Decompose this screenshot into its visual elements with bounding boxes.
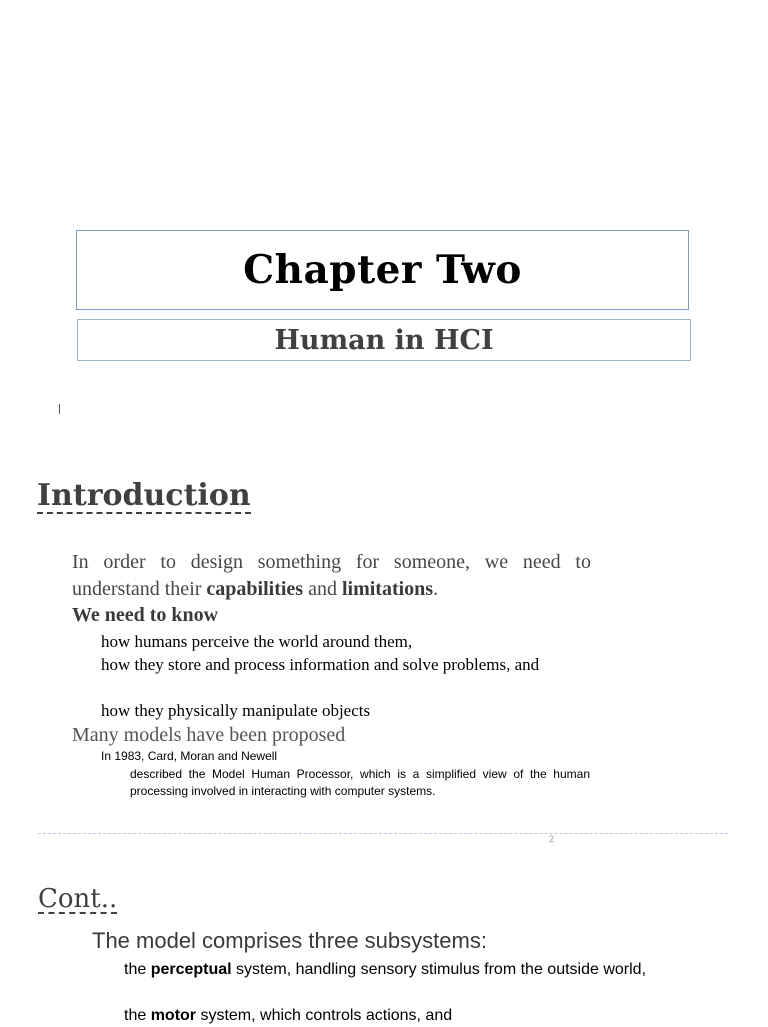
cont-heading: Cont.. [38, 884, 118, 914]
chapter-title: Chapter Two [243, 247, 522, 293]
capabilities-term: capabilities [206, 578, 304, 600]
list-item: how they physically manipulate objects [101, 701, 371, 720]
item-suffix: system, handling sensory stimulus from the outside world, [231, 961, 647, 978]
subsystems-line: The model comprises three subsystems: [92, 928, 487, 953]
text-cursor [59, 404, 60, 414]
intro-text-3: . [433, 578, 439, 600]
list-item [120, 958, 665, 981]
page-divider [38, 833, 728, 834]
title-box [76, 230, 689, 310]
need-to-know-heading: We need to know [72, 604, 219, 626]
subtitle-box [77, 319, 691, 361]
introduction-heading: Introduction [37, 478, 251, 513]
list-item: how humans perceive the world around them, [101, 632, 413, 651]
item-prefix: the [124, 961, 151, 978]
card-moran-newell-line: In 1983, Card, Moran and Newell [101, 749, 278, 763]
list-item: how they store and process information and solve problems, and [101, 655, 540, 674]
models-line: Many models have been proposed [72, 724, 346, 746]
motor-term: motor [150, 1007, 197, 1024]
intro-text-1: In order to design something for someone, we need to understand their [72, 551, 591, 600]
item-suffix: system, which controls actions, and [196, 1007, 453, 1024]
item-prefix: the [124, 1007, 151, 1024]
chapter-subtitle: Human in HCI [274, 324, 494, 356]
page-number: 2 [549, 834, 555, 844]
intro-text-2: and [303, 578, 342, 600]
intro-paragraph [72, 549, 591, 603]
limitations-term: limitations [341, 578, 434, 600]
perceptual-term: perceptual [150, 961, 232, 978]
model-human-processor-line: described the Model Human Processor, which is a simplified view of the human processing involved in interacting with computer systems. [130, 767, 590, 798]
